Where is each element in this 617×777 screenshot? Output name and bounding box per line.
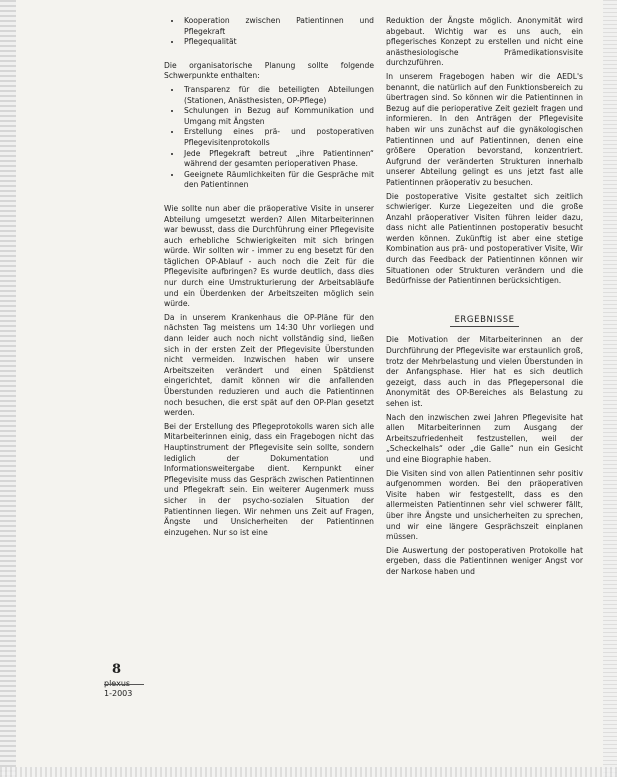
paragraph-results-3: Die Visiten sind von allen Patientinnen sehr positiv aufgenommen worden. Bei den präoperativen Visite haben wir festgestellt, dass es den allermeisten Patientinnen sehr viel schwerer fällt, über ihre Ängste und unsicherheiten zu sprechen, und wir eine längere Gesprächszeit einplanen müssen. [386,468,583,542]
scan-edge-left [0,0,16,777]
paragraph-op-plan: Da in unserem Krankenhaus die OP-Pläne für den nächsten Tag meistens um 14:30 Uhr vorliegen und dann leider auch noch nicht vollständig sind, ließen sich in der ersten Zeit der Pflegevisite Überstunden nicht vermeiden. Inzwischen haben wir unsere Arbeitszeiten verändert und einen Spätdienst eingerichtet, damit können wir die anfallenden Überstunden reduzieren und auch die Patientinnen noch besuchen, die erst spät auf den OP-Plan gesetzt werden. [164,312,374,418]
paragraph-planning-intro: Die organisatorische Planung sollte folgende Schwerpunkte enthalten: [164,60,374,81]
bullet-item: • Erstellung eines prä- und postoperativen Pflegevisitenprotokolls [182,127,374,148]
paragraph-results-4: Die Auswertung der postoperativen Protokolle hat ergeben, dass die Patientinnen weniger Angst vor der Narkose haben und [386,545,583,576]
left-column [164,16,374,541]
top-bullet-list [164,16,374,48]
paragraph-postoperative: Die postoperative Visite gestaltet sich zeitlich schwieriger. Kurze Liegezeiten und die große Anzahl präoperativer Visiten führen leider dazu, dass nicht alle Patientinnen postoperativ besucht werden können. Zukünftig ist aber eine stetige Kombination aus prä- und postoperativer Visite, Wir durch das Feedback der Patientinnen können wir Situationen oder Strukturen verändern und die Bedürfnisse der Patientinnen berücksichtigen. [386,191,583,286]
bullet-item: • Transparenz für die beteiligten Abteilungen (Stationen, Anästhesisten, OP-Pflege) [182,85,374,106]
paragraph-continuation: Reduktion der Ängste möglich. Anonymität wird abgebaut. Wichtig war es uns auch, ein pflegerisches Konzept zu erstellen und nicht eine anästhesiologische Prämedikationsvisite durchzuführen. [386,16,583,68]
section-heading-results [386,315,583,326]
bullet-item: • Jede Pflegekraft betreut „ihre Patientinnen“ während der gesamten perioperativen Phase. [182,149,374,170]
page-footer [104,662,156,699]
paragraph-questionnaire: In unserem Fragebogen haben wir die AEDL's benannt, die natürlich auf den Funktionsbereich zu übertragen sind. So können wir die Patientinnen in Bezug auf die perioperative Zeit gezielt fragen und informieren. In den Anträgen der Pflegevisite haben wir uns zunächst auf die gynäkologischen Patientinnen und auf Patientinnen, denen eine größere Operation bevorstand, konzentriert. Aufgrund der veränderten Strukturen innerhalb unserer Abteilung gelingt es uns jetzt fast alle Patientinnen präoperativ zu besuchen. [386,71,583,187]
planning-bullet-list [164,85,374,191]
paragraph-question: Wie sollte nun aber die präoperative Visite in unserer Abteilung umgesetzt werden? Allen Mitarbeiterinnen war bewusst, dass die Durchführung einer Pflegevisite auch erhebliche Schwierigkeiten mit sich bringen würde. Wir sollten wir - immer zu eng besetzt für den täglichen OP-Ablauf - auch noch die Zeit für die Pflegevisite aufbringen? Es wurde deutlich, dass dies nur durch eine Umstrukturierung der Arbeitsabläufe und ein Überdenken der Arbeitszeiten möglich sein würde. [164,203,374,309]
bullet-item: • Geeignete Räumlichkeiten für die Gespräche mit den Patientinnen [182,170,374,191]
bullet-item: • Schulungen in Bezug auf Kommunikation und Umgang mit Ängsten [182,106,374,127]
paragraph-protocol: Bei der Erstellung des Pflegeprotokolls waren sich alle Mitarbeiterinnen einig, dass ein Fragebogen nicht das Hauptinstrument der Pflegevisite sein sollte, sondern lediglich der Dokumentation und Informationsweitergabe dient. Kernpunkt einer Pflegevisite muss das Gespräch zwischen Patientinnen und Pflegekraft sein. Ein weiterer Augenmerk muss sicher in der psycho-sozialen Situation der Patientinnen liegen. Wir nehmen uns Zeit auf Fragen, Ängste und Unsicherheiten der Patientinnen einzugehen. Nur so ist eine [164,421,374,537]
journal-name: plexus [104,679,131,688]
bullet-item: • Kooperation zwischen Patientinnen und Pflegekraft [182,16,374,37]
bullet-item: • Pflegequalität [182,37,374,48]
scan-edge-bottom [0,767,617,777]
page-number: 8 [112,662,122,677]
journal-issue: 1-2003 [104,689,133,698]
paragraph-results-1: Die Motivation der Mitarbeiterinnen an der Durchführung der Pflegevisite war erstaunlich groß, trotz der Mehrbelastung und vielen Überstunden in der Anfangsphase. Hier hat es sich deutlich gezeigt, dass auch in das Pflegepersonal die Anonymität des OP-Bereiches als Belastung zu sehen ist. [386,335,583,408]
scan-edge-right [603,0,617,777]
footer-rule [104,684,144,685]
right-column [386,16,583,581]
heading-text: ERGEBNISSE [450,315,518,327]
paragraph-results-2: Nach den inzwischen zwei Jahren Pflegevisite hat allen Mitarbeiterinnen zum Ausgang der Arbeitszufriedenheit festzustellen, weil der „Scheckelhals“ oder „die Galle“ nun ein Gesicht und eine Biographie haben. [386,412,583,464]
